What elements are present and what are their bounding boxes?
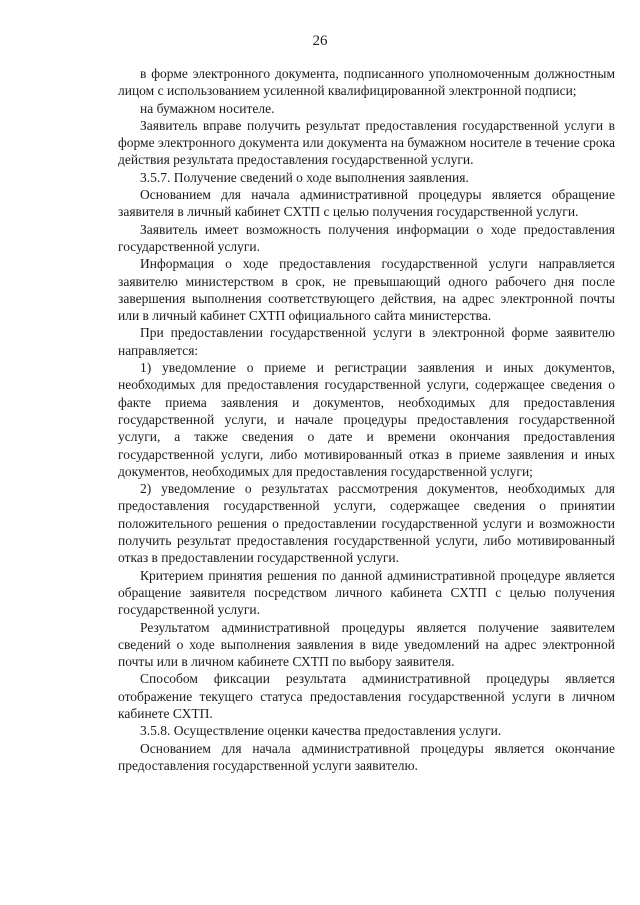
- paragraph: Заявитель имеет возможность получения информации о ходе предоставления государственной услуги.: [118, 221, 615, 254]
- paragraph: Заявитель вправе получить результат предоставления государственной услуги в форме электронного документа или документа на бумажном носителе в течение срока действия результата предоставления государственной услуги.: [118, 117, 615, 168]
- paragraph: на бумажном носителе.: [140, 100, 275, 116]
- section-heading: 3.5.8. Осуществление оценки качества предоставления услуги.: [140, 723, 502, 739]
- list-item: 1) уведомление о приеме и регистрации заявления и иных документов, необходимых для предоставления государственной услуги, содержащее сведения о факте приема заявления и документов, необходимых для предоставления государственной услуги, и начале процедуры предоставления государственной услуги, а также сведения о дате и времени окончания предоставления государственной услуги, либо мотивированный отказ в приеме заявления и иных документов, необходимых для предоставления государственной услуги;: [118, 360, 615, 479]
- paragraph: Основанием для начала административной процедуры является окончание предоставления государственной услуги заявителю.: [118, 740, 615, 773]
- paragraph: Критерием принятия решения по данной административной процедуре является обращение заявителя посредством личного кабинета СХТП с целью получения государственной услуги.: [118, 567, 615, 618]
- list-item: 2) уведомление о результатах рассмотрения документов, необходимых для предоставления государственной услуги, содержащее сведения о принятии положительного решения о предоставлении государственной услуги и возможности получить результат предоставления государственной услуги, либо мотивированный отказ в предоставлении государственной услуги.: [118, 481, 615, 566]
- paragraph: Информация о ходе предоставления государственной услуги направляется заявителю министерством в срок, не превышающий одного рабочего дня после завершения выполнения соответствующего действия, на адрес электронной почты или в личный кабинет СХТП официального сайта министерства.: [118, 256, 615, 324]
- page-number: 26: [312, 33, 328, 49]
- paragraph: Способом фиксации результата административной процедуры является отображение текущего статуса предоставления государственной услуги в личном кабинете СХТП.: [118, 671, 615, 721]
- paragraph: При предоставлении государственной услуги в электронной форме заявителю направляется:: [118, 325, 615, 358]
- document-body: [118, 65, 615, 774]
- paragraph: в форме электронного документа, подписанного уполномоченным должностным лицом с использованием усиленной квалифицированной электронной подписи;: [118, 66, 615, 99]
- section-heading: 3.5.7. Получение сведений о ходе выполнения заявления.: [140, 169, 469, 185]
- paragraph: Основанием для начала административной процедуры является обращение заявителя в личный кабинет СХТП с целью получения государственной услуги.: [118, 187, 615, 220]
- paragraph: Результатом административной процедуры является получение заявителем сведений о ходе выполнения заявления в виде уведомлений на адрес электронной почты или в личном кабинете СХТП по выбору заявителя.: [118, 619, 615, 670]
